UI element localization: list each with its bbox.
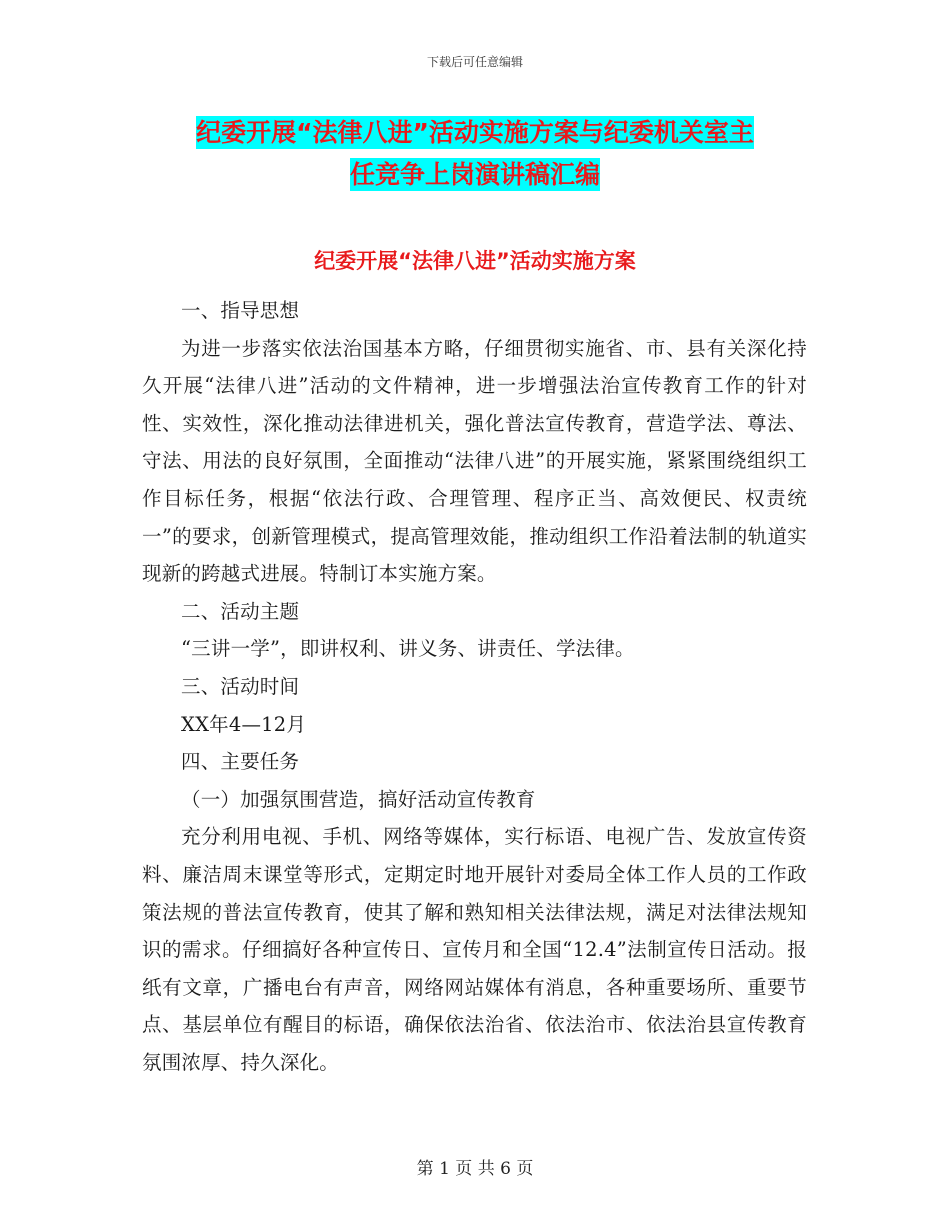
heading-main-tasks: 四、主要任务	[181, 750, 300, 774]
heading-activity-theme: 二、活动主题	[181, 599, 300, 623]
paragraph-activity-time: XX年4—12月	[181, 712, 307, 736]
document-body	[142, 292, 807, 1081]
heading-guiding-ideology: 一、指导思想	[181, 299, 300, 322]
section-title: 纪委开展“法律八进”活动实施方案	[314, 249, 636, 273]
header-note: 下载后可任意编辑	[426, 55, 523, 69]
document-title-line-2: 任竞争上岗演讲稿汇编	[349, 160, 600, 189]
paragraph-guiding-ideology: 为进一步落实依法治国基本方略，仔细贯彻实施省、市、县有关深化持久开展“法律八进”活动的文件精神，进一步增强法治宣传教育工作的针对性、实效性，深化推动法律进机关，强化普法宣传教育，营造学法、尊法、守法、用法的良好氛围，全面推动“法律八进”的开展实施，紧紧围绕组织工作目标任务，根据“依法行政、合理管理、程序正当、高效便民、权责统一”的要求，创新管理模式，提高管理效能，推动组织工作沿着法制的轨道实现新的跨越式进展。特制订本实施方案。	[142, 336, 807, 586]
document-title-line-1: 纪委开展“法律八进”活动实施方案与纪委机关室主	[196, 118, 754, 147]
subheading-task-1: （一）加强氛围营造，搞好活动宣传教育	[181, 787, 536, 811]
paragraph-task-1: 充分利用电视、手机、网络等媒体，实行标语、电视广告、发放宣传资料、廉洁周末课堂等形式，定期定时地开展针对委局全体工作人员的工作政策法规的普法宣传教育，使其了解和熟知相关法律法规，满足对法律法规知识的需求。仔细搞好各种宣传日、宣传月和全国“12.4”法制宣传日活动。报纸有文章，广播电台有声音，网络网站媒体有消息，各种重要场所、重要节点、基层单位有醒目的标语，确保依法治省、依法治市、依法治县宣传教育氛围浓厚、持久深化。	[142, 825, 807, 1074]
page-number: 第 1 页 共 6 页	[416, 1159, 534, 1179]
heading-activity-time: 三、活动时间	[181, 674, 300, 698]
paragraph-activity-theme: “三讲一学”，即讲权利、讲义务、讲责任、学法律。	[181, 637, 635, 661]
